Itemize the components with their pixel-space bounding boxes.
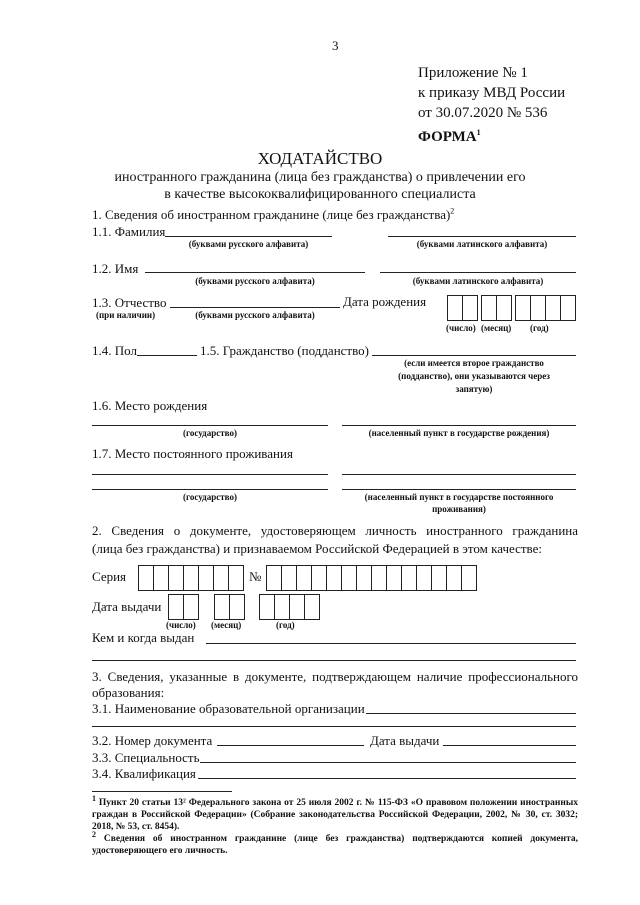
ru-hint: (буквами русского алфавита) (195, 276, 315, 286)
birth-state-field[interactable] (92, 425, 328, 426)
issue-date-label: Дата выдачи (92, 599, 162, 614)
residence-locality-field[interactable] (342, 474, 576, 475)
form-label (418, 128, 481, 146)
sex-field[interactable] (137, 355, 197, 356)
section2-heading-2: (лица без гражданства) и признаваемом Российской Федерацией в этом качестве: (92, 541, 542, 556)
day-hint: (число) (446, 323, 476, 333)
residence-hint-2: проживания) (432, 504, 486, 514)
page-number: 3 (332, 38, 339, 53)
surname-ru-field[interactable] (165, 236, 332, 237)
doc-number-field[interactable] (217, 745, 364, 746)
citizenship-hint-1: (если имеется второе гражданство (404, 358, 544, 368)
appendix-line3: от 30.07.2020 № 536 (418, 105, 548, 121)
surname-lat-field[interactable] (388, 236, 576, 237)
footnote-text: Сведения об иностранном гражданине (лице без гражданства) подтверждаются копией документа, удостоверяющего его личность. (92, 834, 578, 856)
form-subtitle-1: иностранного гражданина (лица без гражданства) о привлечении его (114, 170, 526, 185)
form-label-text: ФОРМА (418, 129, 477, 145)
citizenship-field[interactable] (372, 355, 576, 356)
section1-heading-text: 1. Сведения об иностранном гражданине (лице без гражданства) (92, 207, 451, 222)
ru-hint: (буквами русского алфавита) (195, 310, 315, 320)
qualification-label: 3.4. Квалификация (92, 766, 196, 781)
patronymic-label: 1.3. Отчество (92, 295, 167, 310)
patronymic-field[interactable] (170, 307, 340, 308)
footnote-text: Пункт 20 статьи 13² Федерального закона от 25 июля 2002 г. № 115-ФЗ «О правовом положении иностранных граждан в Российской Федерации» (Собрание законодательства Российской Федерации, 2002, № 30, ст. 3032; 2018, № 53, ст. 8454). (92, 798, 578, 832)
section1-heading (92, 207, 454, 222)
number-label: № (249, 569, 262, 584)
year-hint: (год) (276, 620, 295, 630)
form-title: ХОДАТАЙСТВО (257, 149, 383, 168)
appendix-line1: Приложение № 1 (418, 65, 528, 81)
institution-field[interactable] (366, 713, 576, 714)
qualification-field[interactable] (198, 778, 576, 779)
series-boxes[interactable] (138, 565, 244, 591)
residence-state-field-2[interactable] (92, 489, 328, 490)
footnote-mark: 2 (92, 829, 96, 839)
birthplace-label: 1.6. Место рождения (92, 398, 208, 413)
residence-hint-1: (населенный пункт в государстве постоянного (364, 492, 554, 502)
specialty-field[interactable] (200, 762, 576, 763)
footnote-divider (92, 791, 232, 792)
birth-locality-hint: (населенный пункт в государстве рождения) (368, 428, 550, 438)
institution-field-2[interactable] (92, 726, 576, 727)
citizenship-hint-2: (подданство), они указываются через (398, 371, 550, 381)
birth-month-boxes[interactable] (481, 295, 512, 321)
month-hint: (месяц) (211, 620, 242, 630)
birth-day-boxes[interactable] (447, 295, 478, 321)
footnote-ref: 1 (476, 128, 481, 137)
residence-state-field[interactable] (92, 474, 328, 475)
edu-issue-date-label: Дата выдачи (370, 733, 440, 748)
patronymic-note: (при наличии) (96, 310, 156, 320)
name-label: 1.2. Имя (92, 261, 139, 276)
number-boxes[interactable] (266, 565, 477, 591)
issued-by-field[interactable] (206, 643, 576, 644)
lat-hint: (буквами латинского алфавита) (412, 276, 544, 286)
name-ru-field[interactable] (145, 272, 365, 273)
issued-by-field-2[interactable] (92, 660, 576, 661)
year-hint: (год) (530, 323, 549, 333)
section2-heading-1: 2. Сведения о документе, удостоверяющем личность иностранного гражданина (92, 523, 578, 538)
ru-hint: (буквами русского алфавита) (188, 239, 309, 249)
footnote-mark: 1 (92, 793, 96, 803)
series-label: Серия (92, 569, 127, 584)
section3-heading-1: 3. Сведения, указанные в документе, подтверждающем наличие профессионального (92, 669, 578, 684)
birth-year-boxes[interactable] (515, 295, 576, 321)
sex-label: 1.4. Пол (92, 343, 137, 358)
footnote-1 (92, 793, 578, 833)
citizenship-label: 1.5. Гражданство (подданство) (200, 343, 369, 358)
residence-label: 1.7. Место постоянного проживания (92, 446, 293, 461)
footnote-ref: 2 (450, 206, 455, 216)
citizenship-hint-3: запятую) (455, 384, 493, 394)
issued-by-label: Кем и когда выдан (92, 630, 195, 645)
form-subtitle-2: в качестве высококвалифицированного специалиста (164, 187, 476, 202)
issue-month-boxes[interactable] (214, 594, 245, 620)
lat-hint: (буквами латинского алфавита) (416, 239, 548, 249)
month-hint: (месяц) (481, 323, 512, 333)
institution-label: 3.1. Наименование образовательной организации (92, 701, 365, 716)
issue-year-boxes[interactable] (259, 594, 320, 620)
doc-number-label: 3.2. Номер документа (92, 733, 213, 748)
birth-date-label: Дата рождения (343, 294, 427, 309)
issue-day-boxes[interactable] (168, 594, 199, 620)
birth-locality-field[interactable] (342, 425, 576, 426)
state-hint: (государство) (183, 428, 237, 438)
footnote-2 (92, 829, 578, 857)
section3-heading-2: образования: (92, 685, 165, 700)
specialty-label: 3.3. Специальность (92, 750, 200, 765)
appendix-line2: к приказу МВД России (418, 85, 566, 101)
day-hint: (число) (166, 620, 196, 630)
edu-issue-date-field[interactable] (443, 745, 576, 746)
state-hint: (государство) (183, 492, 237, 502)
surname-label: 1.1. Фамилия (92, 224, 166, 239)
name-lat-field[interactable] (380, 272, 576, 273)
residence-locality-field-2[interactable] (342, 489, 576, 490)
